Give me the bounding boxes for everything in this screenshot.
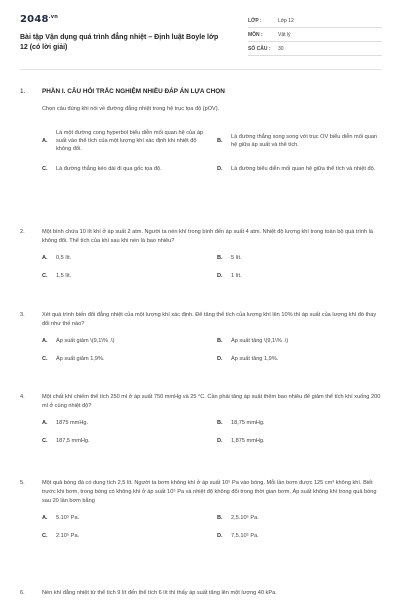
- option-c[interactable]: [42, 355, 207, 363]
- option-d[interactable]: [217, 355, 382, 363]
- option-letter: B.: [217, 515, 223, 521]
- option-c[interactable]: [42, 165, 207, 173]
- option-letter: A.: [42, 420, 48, 426]
- meta-key: MÔN :: [248, 31, 263, 38]
- option-c[interactable]: [42, 437, 207, 445]
- question-2: [20, 228, 382, 280]
- question-text: Một bình chứa 10 lít khí ở áp suất 2 atm. Người ta nén khí trong bình đến áp suất 4 atm. Nhiệt độ lượng khí trong toàn bộ quá trình là không đổi. Thể tích của khí sau khi nén là bao nhiêu?: [42, 229, 374, 244]
- question-1-options: [20, 129, 382, 173]
- meta-key: SỐ CÂU :: [248, 45, 271, 52]
- option-letter: A.: [42, 255, 48, 261]
- option-d[interactable]: [217, 437, 382, 445]
- option-text: 18,75 mmHg.: [231, 420, 265, 426]
- question-number: 5.: [20, 480, 25, 486]
- option-a[interactable]: [42, 337, 207, 345]
- question-number: 3.: [20, 312, 25, 318]
- option-text: 1875 mmHg.: [56, 420, 89, 426]
- option-letter: D.: [217, 166, 223, 172]
- option-text: 187,5 mmHg.: [56, 438, 90, 444]
- question-6: [20, 589, 382, 598]
- option-b[interactable]: [217, 129, 382, 153]
- option-letter: B.: [217, 338, 223, 344]
- question-text: Một chất khí chiếm thể tích 250 ml ở áp suất 750 mmHg và 25 °C. Cần phải tăng áp suất thêm bao nhiêu để giảm thể tích khí xuống 200 ml ở cùng nhiệt độ?: [42, 394, 381, 409]
- option-a[interactable]: [42, 419, 207, 427]
- meta-value: 30: [278, 45, 284, 52]
- question-number: 4.: [20, 394, 25, 400]
- option-text: 2.10⁵ Pa.: [56, 533, 80, 539]
- question-text: Xét quá trình biến đổi đẳng nhiệt của một lượng khí xác định. Để tăng thể tích của lượng khí lên 10% thì áp suất của lượng khí đó thay đổi như thế nào?: [42, 312, 377, 327]
- option-letter: A.: [42, 515, 48, 521]
- option-a[interactable]: [42, 514, 207, 522]
- option-a[interactable]: [42, 254, 207, 262]
- option-text: 2,5.10⁵ Pa.: [231, 515, 259, 521]
- option-text: Là đường thẳng song song với trục OV biểu diễn mối quan hệ giữa áp suất và thể tích.: [231, 134, 378, 148]
- option-letter: D.: [217, 533, 223, 539]
- option-c[interactable]: [42, 272, 207, 280]
- question-number: 6.: [20, 590, 25, 596]
- option-text: Áp suất tăng \(9,1\% .\): [231, 338, 289, 344]
- option-c[interactable]: [42, 532, 207, 540]
- option-text: Là một đường cong hyperbol biểu diễn mối quan hệ của áp suất vào thể tích của một lượng khí xác định khi nhiệt độ không đổi.: [56, 130, 204, 152]
- meta-key: LỚP :: [248, 17, 262, 24]
- option-letter: C.: [42, 356, 48, 362]
- option-letter: D.: [217, 438, 223, 444]
- question-text: Nén khí đẳng nhiệt từ thể tích 9 lít đến thể tích 6 lít thì thấy áp suất tăng lên một lượng 40 kPa.: [42, 590, 277, 596]
- option-letter: B.: [217, 255, 223, 261]
- option-text: 0,5 lít.: [56, 255, 72, 261]
- option-b[interactable]: [217, 514, 382, 522]
- option-d[interactable]: [217, 272, 382, 280]
- option-text: 1 lít.: [231, 273, 242, 279]
- meta-row-subject: [248, 28, 382, 42]
- meta-table: [248, 14, 382, 56]
- option-letter: C.: [42, 166, 48, 172]
- option-text: 7,5.10⁵ Pa.: [231, 533, 259, 539]
- option-text: Áp suất giảm 1,9%.: [56, 356, 105, 362]
- option-letter: B.: [217, 138, 223, 144]
- question-5: [20, 479, 382, 540]
- section-heading: [20, 88, 382, 112]
- option-d[interactable]: [217, 165, 382, 173]
- option-b[interactable]: [217, 419, 382, 427]
- option-text: Là đường biểu diễn mối quan hệ giữa thể tích và nhiệt độ.: [231, 166, 376, 172]
- question-4: [20, 393, 382, 445]
- question-text: Một quả bóng đá có dung tích 2,5 lít. Người ta bơm không khí ở áp suất 10⁵ Pa vào bóng. Mỗi lần bơm được 125 cm³ không khí. Biết trước khi bơm, trong bóng có không khí ở áp suất 10⁵ Pa và nhiệt độ không đổi trong thời gian bơm. Áp suất không khí trong quả bóng sau 20 lần bơm bằng: [42, 480, 377, 504]
- option-d[interactable]: [217, 532, 382, 540]
- option-text: Áp suất tăng 1,9%.: [231, 356, 279, 362]
- option-a[interactable]: [42, 129, 207, 153]
- meta-row-count: [248, 42, 382, 56]
- logo-suffix: .vn: [48, 14, 58, 20]
- question-number: 2.: [20, 229, 25, 235]
- option-b[interactable]: [217, 254, 382, 262]
- option-letter: C.: [42, 273, 48, 279]
- meta-value: Lớp 12: [278, 17, 294, 24]
- option-letter: A.: [42, 138, 48, 144]
- option-text: 1,875 mmHg.: [231, 438, 265, 444]
- option-letter: A.: [42, 338, 48, 344]
- meta-value: Vật lý: [278, 31, 291, 38]
- option-text: Là đường thẳng kéo dài đi qua gốc tọa độ.: [56, 166, 162, 172]
- logo-text: 2048: [20, 14, 49, 25]
- question-3: [20, 311, 382, 363]
- meta-row-class: [248, 14, 382, 28]
- option-text: 5 lít.: [231, 255, 242, 261]
- option-letter: B.: [217, 420, 223, 426]
- option-text: 5.10⁵ Pa.: [56, 515, 80, 521]
- option-b[interactable]: [217, 337, 382, 345]
- document-header: [20, 14, 382, 60]
- option-text: Áp suất giảm \(9,1\% .\): [56, 338, 115, 344]
- option-letter: C.: [42, 533, 48, 539]
- option-text: 1,5 lít.: [56, 273, 72, 279]
- option-letter: C.: [42, 438, 48, 444]
- page-title: Bài tập Vận dụng quá trình đẳng nhiệt – Định luật Boyle lớp 12 (có lời giải): [20, 34, 219, 51]
- option-letter: D.: [217, 356, 223, 362]
- site-logo[interactable]: [20, 14, 58, 25]
- section-number: 1.: [20, 88, 26, 95]
- section-title: PHẦN I. CÂU HỎI TRẮC NGHIỆM NHIỀU ĐÁP ÁN LỰA CHỌN: [42, 88, 225, 95]
- question-text: Chọn câu đúng khi nói về đường đẳng nhiệt trong hệ trục tọa độ (pOV).: [42, 106, 220, 112]
- option-letter: D.: [217, 273, 223, 279]
- header-divider: [20, 69, 382, 70]
